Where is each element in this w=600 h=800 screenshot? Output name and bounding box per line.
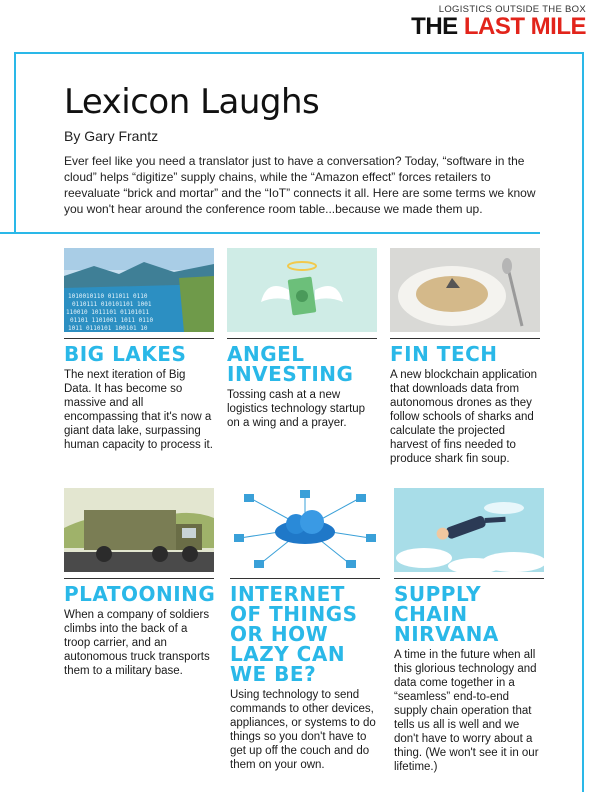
brand-tagline: LOGISTICS OUTSIDE THE BOX bbox=[438, 4, 586, 15]
frame-border-top bbox=[14, 52, 584, 54]
article-title: Lexicon Laughs bbox=[64, 82, 320, 122]
term-text: Using technology to send commands to other devices, appliances, or systems to do things so you don't have to get up off the couch and do them on your own. bbox=[230, 689, 376, 771]
lake-data-image bbox=[64, 248, 214, 332]
term-heading: INTERNET OF THINGS OR HOW LAZY CAN WE BE? bbox=[230, 582, 358, 686]
soup-bowl-image bbox=[390, 248, 540, 332]
svg-text:110010 1011101 01101011: 110010 1011101 01101011 bbox=[66, 309, 150, 316]
term-card-supply-chain-nirvana bbox=[394, 488, 544, 774]
cloud-network-image bbox=[230, 488, 380, 572]
svg-text:01101 1101001 1011 0110: 01101 1101001 1011 0110 bbox=[70, 317, 154, 324]
brand-logo bbox=[411, 4, 586, 39]
term-card-fin-tech bbox=[390, 248, 540, 466]
section-divider bbox=[0, 232, 540, 234]
term-heading: SUPPLY CHAIN NIRVANA bbox=[394, 582, 499, 646]
winged-money-image bbox=[227, 248, 377, 332]
brand-name: THE LAST MILE bbox=[411, 13, 586, 40]
term-text: Tossing cash at a new logistics technology startup on a wing and a prayer. bbox=[227, 389, 366, 429]
term-card-internet-of-things bbox=[230, 488, 380, 772]
svg-text:1011 0110101 100101 10: 1011 0110101 100101 10 bbox=[68, 325, 148, 332]
term-heading: ANGEL INVESTING bbox=[227, 342, 354, 386]
term-text: A new blockchain application that downloads data from autonomous drones as they follow schools of sharks and calculate the projected harvest of fins needed to produce shark fin soup. bbox=[390, 369, 538, 465]
article-byline: By Gary Frantz bbox=[64, 128, 159, 144]
term-heading: PLATOONING bbox=[64, 582, 216, 606]
card-rule bbox=[227, 338, 377, 339]
svg-text:1010010110 011011 0110: 1010010110 011011 0110 bbox=[68, 293, 148, 300]
card-rule bbox=[230, 578, 380, 579]
frame-border-right bbox=[582, 52, 584, 792]
troop-truck-image bbox=[64, 488, 214, 572]
frame-border-left bbox=[14, 52, 16, 234]
term-text: The next iteration of Big Data. It has become so massive and all encompassing that it's now a giant data lake, surpassing human capacity to process it. bbox=[64, 369, 213, 451]
term-card-big-lakes bbox=[64, 248, 214, 452]
card-rule bbox=[390, 338, 540, 339]
term-heading: FIN TECH bbox=[390, 342, 498, 366]
card-rule bbox=[64, 338, 214, 339]
article-intro: Ever feel like you need a translator just to have a conversation? Today, “software in the cloud” helps “digitize” supply chains, while the “Amazon effect” forces retailers to reevaluate “brick and mortar” and the “IoT” connects it all. Here are some terms we know you won't hear around the conference room table...because we made them up. bbox=[64, 154, 536, 216]
svg-text:0110111 010101101 1001: 0110111 010101101 1001 bbox=[72, 301, 152, 308]
relaxing-man-image bbox=[394, 488, 544, 572]
term-heading: BIG LAKES bbox=[64, 342, 187, 366]
term-card-platooning bbox=[64, 488, 214, 678]
card-rule bbox=[394, 578, 544, 579]
card-rule bbox=[64, 578, 214, 579]
term-card-angel-investing bbox=[227, 248, 377, 430]
term-text: A time in the future when all this glorious technology and data come together in a “seamless” end-to-end supply chain operation that tells us all is well and we don't have to worry about a thing. (We won't see it in our lifetime.) bbox=[394, 649, 539, 773]
term-text: When a company of soldiers climbs into the back of a troop carrier, and an autonomous truck transports them to a military base. bbox=[64, 609, 210, 677]
